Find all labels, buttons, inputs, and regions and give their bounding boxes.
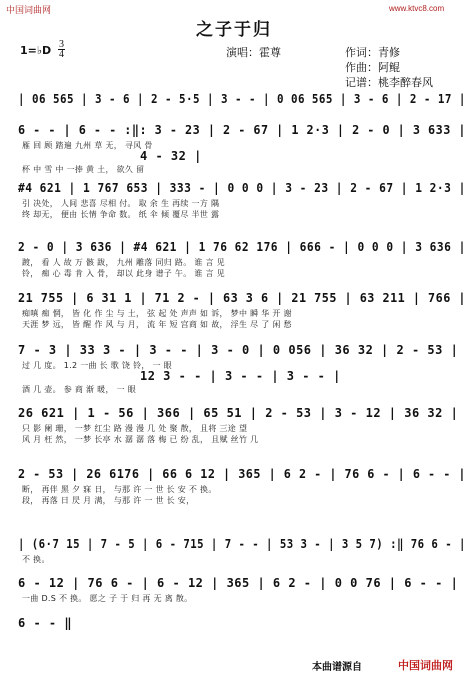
score-row-9-lyric-1: 不 换。 xyxy=(22,555,50,564)
score-row-3-notes: #4 621 | 1 767 653 | 333 - | 0 0 0 | 3 - 23 | 2 - 67 | 1 2·3 | xyxy=(18,181,466,195)
score-row-6-alt-lyric-1: 酒 几 壶。 参 商 渐 暖， 一 眼 xyxy=(22,385,137,394)
score-row-8-lyric-1: 断， 再伴 黑 夕 寐 日， 与那 许 一 世 长 安 不 换。 xyxy=(22,485,217,494)
score-row-7-lyric-2: 风 月 枉 然， 一梦 长亭 水 潺 潺 落 梅 已 纷 乱， 且赋 丝竹 几 xyxy=(22,435,259,444)
score-row-4-lyric-1: 踱， 看 人 故 万 骸 跋， 九州 雕落 同归 路。 谁 言 见 xyxy=(22,258,225,267)
watermark-left: 中国词曲网 xyxy=(6,5,52,15)
score-row-2-lyric-1: 雁 回 顾 踏遍 九州 草 无， 寻风 骨 xyxy=(22,141,153,150)
watermark-right: www.ktvc8.com xyxy=(389,4,445,13)
footer-site: 中国词曲网 xyxy=(398,659,453,672)
score-row-4-lyric-2: 铃， 痴 心 毒 肯 入 骨， 却以 此身 谱子 午。 谁 言 见 xyxy=(22,269,225,278)
transcriber: 记谱：桃李醉春风 xyxy=(345,76,433,89)
composer: 作曲：阿鲲 xyxy=(345,61,400,74)
key-signature: 1=♭D xyxy=(20,44,52,57)
singer: 演唱：霍尊 xyxy=(226,46,281,59)
score-row-11-notes: 6 - - ‖ xyxy=(18,616,73,630)
footer-label: 本曲谱源自 xyxy=(312,662,362,673)
score-row-6-lyric-1: 过 几 度。 1.2 一曲 长 歌 饶 铃， 一 眼 xyxy=(22,361,172,370)
score-row-10-notes: 6 - 12 | 76 6 - | 6 - 12 | 365 | 6 2 - | 0 0 76 | 6 - - | xyxy=(18,576,459,590)
score-row-8-notes: 2 - 53 | 26 6176 | 66 6 12 | 365 | 6 2 - | 76 6 - | 6 - - | xyxy=(18,467,467,481)
score-row-2-alt-notes: 4 - 32 | xyxy=(140,149,202,163)
score-row-7-lyric-1: 只 影 阑 珊， 一梦 红尘 路 漫 漫 几 处 聚 散， 且将 三途 望 xyxy=(22,424,248,433)
score-row-5-lyric-1: 痴嗔 痴 惘， 皆 化 作 尘 与 土， 弦 起 处 声声 如 诉， 梦中 瞬 华 开 谢 xyxy=(22,309,292,318)
score-row-6-alt-notes: 12 3 - - | 3 - - | 3 - - | xyxy=(140,369,341,383)
score-row-5-notes: 21 755 | 6 31 1 | 71 2 - | 63 3 6 | 21 755 | 63 211 | 766 | xyxy=(18,291,467,305)
score-row-2-alt-lyric-1: 杯 中 雪 中 一捧 黄 土， 欲久 留 xyxy=(22,165,145,174)
score-row-3-lyric-1: 引 决处， 人间 悲喜 尽相 付。 取 余 生 再续 一方 隅 xyxy=(22,199,220,208)
score-row-3-lyric-2: 终 却无， 便由 长情 争命 数。 纸 伞 倾 覆尽 半世 露 xyxy=(22,210,220,219)
score-row-5-lyric-2: 天涯 梦 远， 皆 醒 作 风 与 月， 流 年 短 宫商 如 故， 浮生 尽 了 闲 愁 xyxy=(22,320,292,329)
score-row-7-notes: 26 621 | 1 - 56 | 366 | 65 51 | 2 - 53 | 3 - 12 | 36 32 | xyxy=(18,406,459,420)
score-row-10-lyric-1: 一曲 D.S 不 换。 愿之 子 于 归 再 无 离 散。 xyxy=(22,594,193,603)
lyricist: 作词：青修 xyxy=(345,46,400,59)
song-title: 之子于归 xyxy=(196,20,272,40)
score-row-2-notes: 6 - - | 6 - - :‖: 3 - 23 | 2 - 67 | 1 2·3 | 2 - 0 | 3 633 | xyxy=(18,123,467,137)
score-row-6-notes: 7 - 3 | 33 3 - | 3 - - | 3 - 0 | 0 056 | 36 32 | 2 - 53 | xyxy=(18,343,459,357)
score-row-8-lyric-2: 段， 再落 日 昃 月 满， 与那 许 一 世 长 安， xyxy=(22,496,195,505)
score-row-1-notes: | 06 565 | 3 - 6 | 2 - 5·5 | 3 - - | 0 06 565 | 3 - 6 | 2 - 17 | xyxy=(18,92,466,106)
time-signature: $\frac{3}{4}$ xyxy=(59,39,64,60)
score-row-4-notes: 2 - 0 | 3 636 | #4 621 | 1 76 62 176 | 666 - | 0 0 0 | 3 636 | xyxy=(18,240,466,254)
score-row-9-notes: | (6·7 15 | 7 - 5 | 6 - 715 | 7 - - | 53 3 - | 3 5 7) :‖ 76 6 - | xyxy=(18,537,466,551)
